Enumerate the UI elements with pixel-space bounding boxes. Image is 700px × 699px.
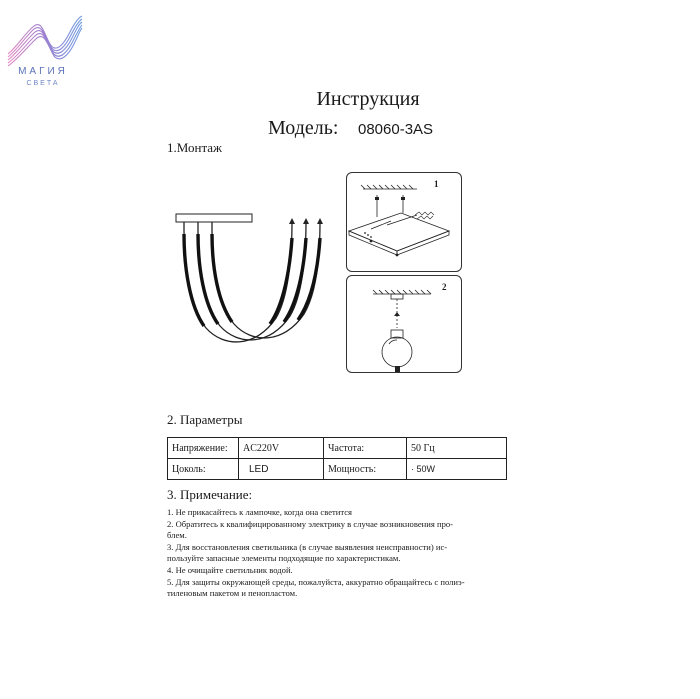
table-cell: · 50W: [407, 459, 507, 480]
list-item: 2. Обратитесь к квалифицированному электрику в случае возникновения про-: [167, 518, 454, 529]
list-item: 4. Не очищайте светильник водой.: [167, 564, 293, 575]
table-cell: 50 Гц: [407, 438, 507, 459]
model-value: 08060-3AS: [358, 121, 434, 138]
table-cell: LED: [239, 459, 324, 480]
table-row: [168, 438, 507, 459]
diagram-2-number: 2: [442, 282, 447, 292]
page-title: Инструкция: [316, 88, 420, 110]
mounting-diagram-1: [346, 172, 462, 272]
list-item: 3. Для восстановления светильника (в случае выявления неисправности) ис-: [167, 541, 448, 552]
diagram-1-number: 1: [434, 179, 439, 189]
table-row: [168, 459, 507, 480]
ceiling-plate-drawing: [347, 173, 461, 271]
table-cell: Мощность:: [324, 459, 407, 480]
logo-brand-text: МАГИЯ: [18, 66, 68, 77]
lamp-illustration: [166, 208, 326, 360]
section-notes-heading: 3. Примечание:: [167, 487, 253, 502]
table-cell: Цоколь:: [168, 459, 239, 480]
table-cell: Частота:: [324, 438, 407, 459]
notes-list: [167, 507, 507, 600]
list-item: тиленовым пакетом и пенопластом.: [167, 588, 298, 599]
model-label: Модель:: [268, 117, 339, 139]
list-item: пользуйте запасные элементы подходящие по характеристикам.: [167, 553, 401, 564]
table-cell: Напряжение:: [168, 438, 239, 459]
list-item: 1. Не прикасайтесь к лампочке, когда она светится: [167, 507, 352, 517]
logo-subtitle-text: СВЕТА: [26, 80, 60, 87]
table-cell: AC220V: [239, 438, 324, 459]
section-mounting-heading: 1.Монтаж: [167, 140, 223, 155]
list-item: 5. Для защиты окружающей среды, пожалуйста, аккуратно обращайтесь с полиэ-: [167, 576, 465, 587]
parameters-table: [167, 437, 507, 480]
mounting-diagram-2: [346, 275, 462, 373]
list-item: блем.: [167, 530, 187, 541]
section-parameters-heading: 2. Параметры: [167, 412, 243, 427]
